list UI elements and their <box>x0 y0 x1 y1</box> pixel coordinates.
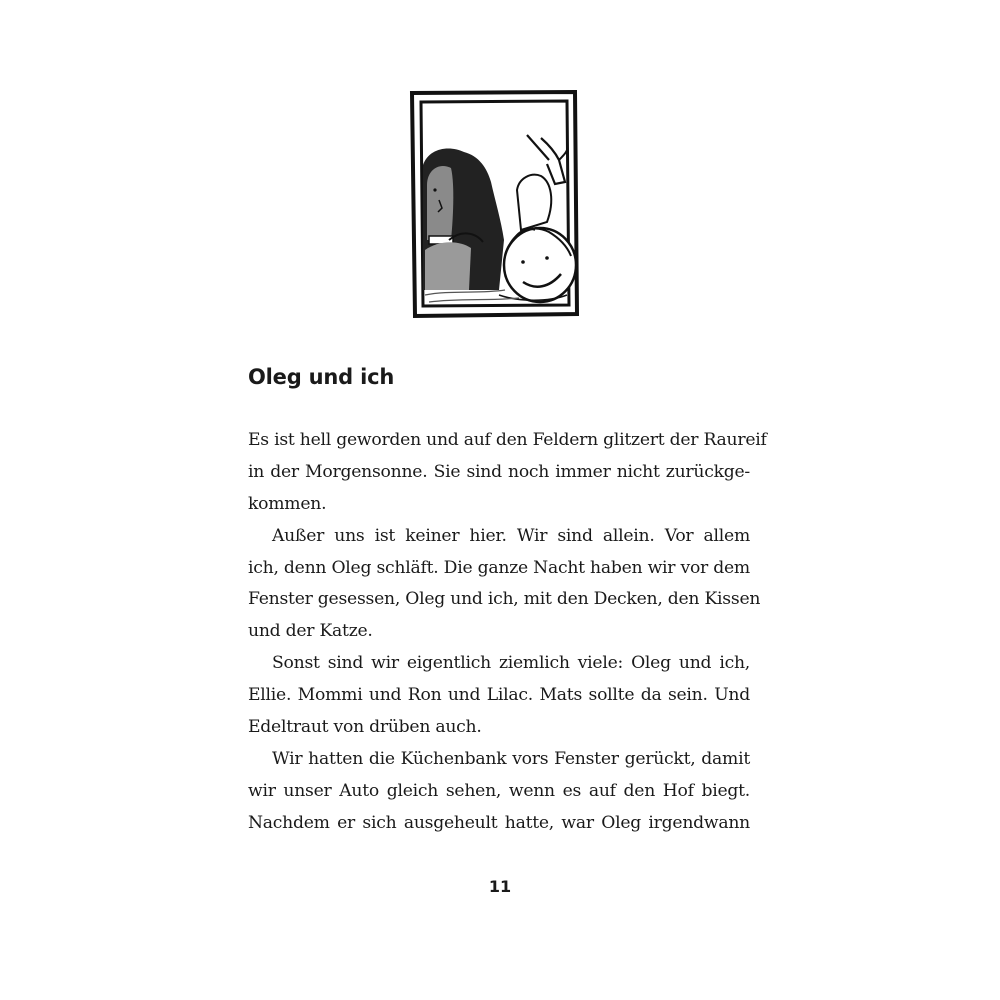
chapter-title: Oleg und ich <box>248 365 395 389</box>
child-dark-hair-figure <box>423 148 504 290</box>
text-line: Es ist hell geworden und auf den Feldern glitzert der Raureif <box>248 430 767 450</box>
text-line: Ellie. Mommi und Ron und Lilac. Mats sollte da sein. Und <box>248 685 750 706</box>
child-light-figure <box>499 135 576 302</box>
text-line: Nachdem er sich ausgeheult hatte, war Oleg irgendwann <box>248 812 750 833</box>
text-line: wir unser Auto gleich sehen, wenn es auf den Hof biegt. <box>248 780 750 801</box>
text-line: ich, denn Oleg schläft. Die ganze Nacht haben wir vor dem <box>248 557 750 578</box>
text-line: und der Katze. <box>248 621 373 642</box>
text-line: in der Morgensonne. Sie sind noch immer nicht zurückge- <box>248 461 750 482</box>
body-text <box>248 425 767 840</box>
text-line: kommen. <box>248 493 327 514</box>
window-illustration <box>409 90 585 320</box>
text-line: Edeltraut von drüben auch. <box>248 717 482 738</box>
window-sill-scribble <box>425 290 519 302</box>
text-line: Außer uns ist keiner hier. Wir sind allein. Vor allem <box>272 525 750 546</box>
text-line: Wir hatten die Küchenbank vors Fenster gerückt, damit <box>272 748 750 769</box>
page-number: 11 <box>488 877 512 896</box>
text-line: Sonst sind wir eigentlich ziemlich viele: Oleg und ich, <box>272 653 750 674</box>
text-line: Fenster gesessen, Oleg und ich, mit den Decken, den Kissen <box>248 589 761 610</box>
